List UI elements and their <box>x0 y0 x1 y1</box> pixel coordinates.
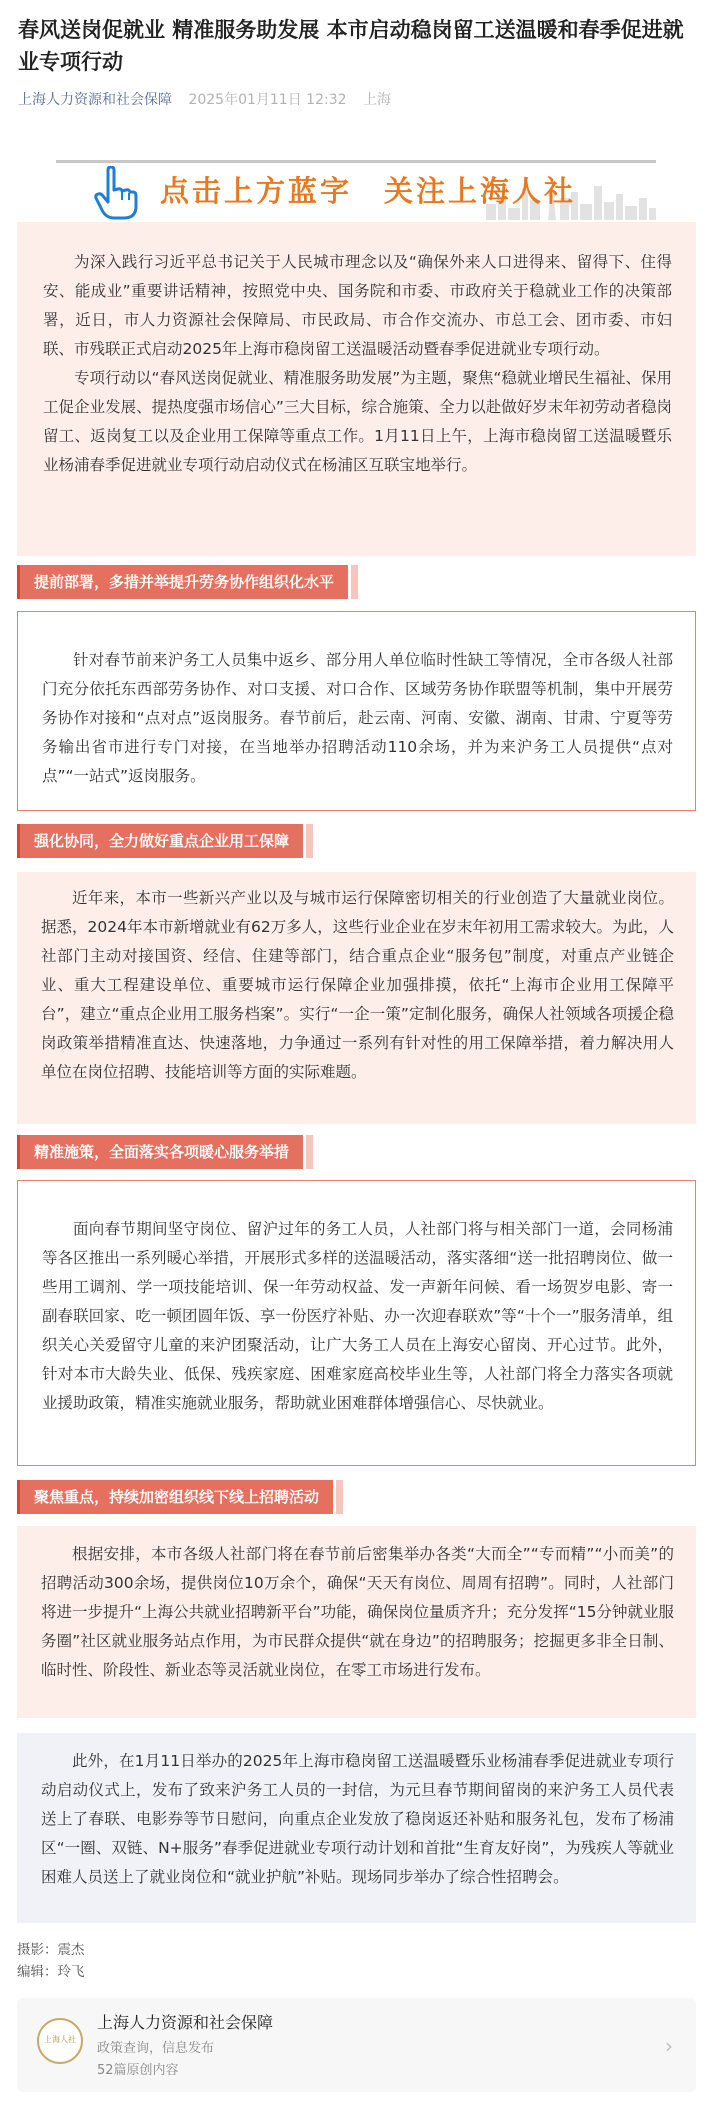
banner-divider <box>56 160 656 163</box>
intro-paragraph-1: 为深入践行习近平总书记关于人民城市理念以及“确保外来人口进得来、留得下、住得安、能成业”重要讲话精神，按照党中央、国务院和市委、市政府关于稳就业工作的决策部署，近日，市人力资源社会保障局、市民政局、市合作交流办、市总工会、团市委、市妇联、市残联正式启动2025年上海市稳岗留工送温暖活动暨春季促进就业专项行动。 <box>43 253 672 358</box>
profile-name: 上海人力资源和社会保障 <box>97 2013 274 2032</box>
editor-credit: 编辑：玲飞 <box>17 1964 85 1980</box>
publish-location: 上海 <box>362 92 391 108</box>
closing-box <box>17 1733 696 1923</box>
avatar-logo-text: 上海人社 <box>44 2035 76 2044</box>
section-text-3: 面向春节期间坚守岗位、留沪过年的务工人员，人社部门将与相关部门一道，会同杨浦等各区推出一系列暖心举措，开展形式多样的送温暖活动，落实落细“送一批招聘岗位、做一些用工调剂、学一项技能培训、保一年劳动权益、发一声新年问候、看一场贺岁电影、寄一副春联回家、吃一顿团圆年饭、享一份医疗补贴、办一次迎春联欢”等“十个一”服务清单，组织关心关爱留守儿童的来沪团聚活动，让广大务工人员在上海安心留岗、开心过节。此外，针对本市大龄失业、低保、残疾家庭、困难家庭高校毕业生等，人社部门将全力落实各项就业援助政策，精准实施就业服务，帮助就业困难群体增强信心、尽快就业。 <box>42 1220 673 1412</box>
section-text-1: 针对春节前来沪务工人员集中返乡、部分用人单位临时性缺工等情况，全市各级人社部门充分依托东西部劳务协作、对口支援、对口合作、区域劳务协作联盟等机制，集中开展劳务协作对接和“点对点”返岗服务。春节前后，赴云南、河南、安徽、湖南、甘肃、宁夏等劳务输出省市进行专门对接，在当地举办招聘活动110余场，并为来沪务工人员提供“点对点”“一站式”返岗服务。 <box>42 651 673 785</box>
original-count: 52篇原创内容 <box>97 2063 179 2078</box>
section-box-2 <box>17 872 696 1124</box>
article-meta <box>18 90 391 110</box>
article-title: 春风送岗促就业 精准服务助发展 本市启动稳岗留工送温暖和春季促进就业专项行动 <box>18 18 684 74</box>
section-text-2: 近年来，本市一些新兴产业以及与城市运行保障密切相关的行业创造了大量就业岗位。据悉，2024年本市新增就业有62万多人，这些行业企业在岁末年初用工需求较大。为此，人社部门主动对接国资、经信、住建等部门，结合重点企业“服务包”制度，对重点产业链企业、重大工程建设单位、重要城市运行保障企业加强排摸，依托“上海市企业用工保障平台”，建立“重点企业用工服务档案”。实行“一企一策”定制化服务，确保人社领域各项援企稳岗政策举措精准直达、快速落地，力争通过一系列有针对性的用工保障举措，着力解决用人单位在岗位招聘、技能培训等方面的实际难题。 <box>41 889 674 1081</box>
publish-date: 2025年01月11日 12:32 <box>188 92 347 108</box>
account-name-link[interactable]: 上海人力资源和社会保障 <box>18 92 172 108</box>
section-heading-2: 强化协同，全力做好重点企业用工保障 <box>17 824 303 858</box>
intro-box <box>17 222 696 556</box>
section-heading-3: 精准施策，全面落实各项暖心服务举措 <box>17 1135 303 1169</box>
account-profile-card[interactable] <box>17 1998 696 2092</box>
section-heading-1: 提前部署，多措并举提升劳务协作组织化水平 <box>17 565 348 599</box>
follow-banner <box>56 160 656 222</box>
section-box-4 <box>17 1526 696 1718</box>
section-heading-4: 聚焦重点，持续加密组织线下线上招聘活动 <box>17 1480 333 1514</box>
account-avatar <box>37 2018 83 2064</box>
photo-credit: 摄影：震杰 <box>17 1942 85 1958</box>
section-box-3 <box>17 1180 696 1466</box>
pointing-hand-icon <box>92 166 138 220</box>
follow-slogan: 点击上方蓝字 关注上海人社 <box>160 174 577 208</box>
closing-paragraph: 此外，在1月11日举办的2025年上海市稳岗留工送温暖暨乐业杨浦春季促进就业专项行动启动仪式上，发布了致来沪务工人员的一封信，为元旦春节期间留岗的来沪务工人员代表送上了春联、电影券等节日慰问，向重点企业发放了稳岗返还补贴和服务礼包，发布了杨浦区“一圈、双链、N+服务”春季促进就业专项行动计划和首批“生育友好岗”，为残疾人等就业困难人员送上了就业岗位和“就业护航”补贴。现场同步举办了综合性招聘会。 <box>41 1752 674 1886</box>
profile-description: 政策查询，信息发布 <box>97 2041 215 2056</box>
intro-paragraph-2: 专项行动以“春风送岗促就业、精准服务助发展”为主题，聚焦“稳就业增民生福祉、保用工促企业发展、提热度强市场信心”三大目标，综合施策、全力以赴做好岁末年初劳动者稳岗留工、返岗复工以及企业用工保障等重点工作。1月11日上午，上海市稳岗留工送温暖暨乐业杨浦春季促进就业专项行动启动仪式在杨浦区互联宝地举行。 <box>43 369 672 474</box>
section-text-4: 根据安排，本市各级人社部门将在春节前后密集举办各类“大而全”“专而精”“小而美”的招聘活动300余场，提供岗位10万余个，确保“天天有岗位、周周有招聘”。同时，人社部门将进一步提升“上海公共就业招聘新平台”功能，确保岗位量质齐升；充分发挥“15分钟就业服务圈”社区就业服务站点作用，为市民群众提供“就在身边”的招聘服务；挖掘更多非全日制、临时性、阶段性、新业态等灵活就业岗位，在零工市场进行发布。 <box>41 1545 674 1679</box>
chevron-right-icon: › <box>665 2034 673 2058</box>
section-box-1 <box>17 611 696 811</box>
